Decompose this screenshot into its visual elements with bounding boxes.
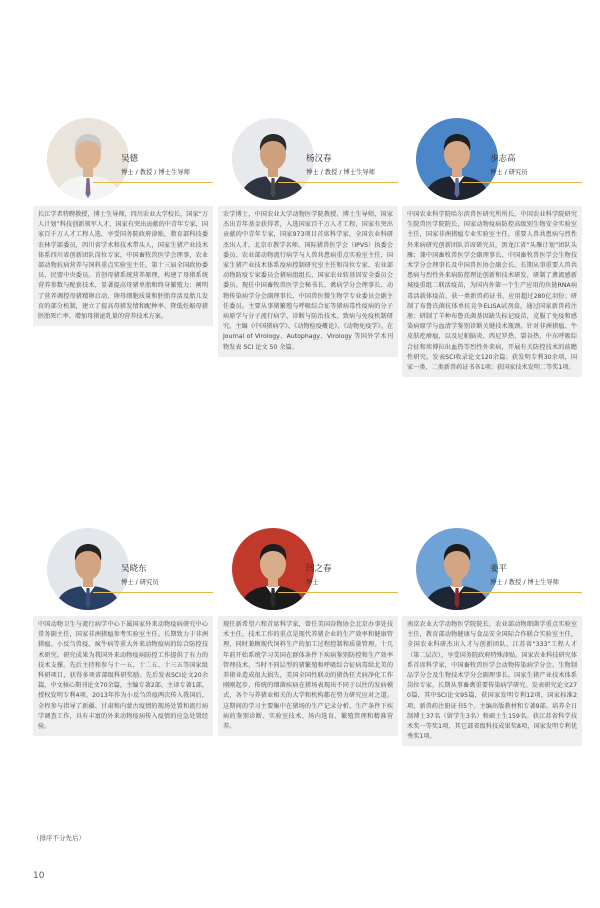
expert-title: 博士 [306,579,319,586]
gold-divider [278,592,398,593]
expert-bio: 中国农业科学院哈尔滨兽医研究所所长，中国农业科学院研究生院兽医学院院长，国家动物疫病防控高级别生物安全实验室主任，国家非洲猪瘟专业实验室主任，重要人兽共患病与烈性外来病研究创新团队首席研究员，黑龙江省“头雁计划”团队头雁；兼中国畜牧兽医学会副理事长、中国畜牧兽医学会生物技术学分会理事长及中国兽医协会副会长。长期从事重要人兽共患病与烈性外来病防控理论创新和技术研发，研制了禽流感新城疫重组二联活疫苗，为国内外第一个生产应用的负链RNA病毒活载体疫苗，获一类新兽药证书，应用超过280亿羽份；研制了布鲁氏菌抗体单抗竞争ELISA试剂盒，通过国家新兽药注册；研制了羊种布鲁氏菌基因缺失标记疫苗，克服了免疫和感染病原学与血清学鉴别诊断关键技术瓶颈。针对非洲猪瘟、牛皮肤疙瘩瘟，以及尼帕脑炎、西尼罗热、裂谷热、中东呼吸综合征和埃博拉出血热等烈性外来病，开展有关防控技术的前瞻性研究。发表SCI收录论文120余篇；获发明专利30余项，国家一类、二类新兽药证书各1项；获国家技术发明二等奖1项。 [402,206,582,377]
expert-name: 闫之春 [306,564,332,574]
gold-divider [93,592,213,593]
expert-name: 杨汉春 [306,154,332,164]
expert-bio: 现任新希望六和首席科学家，曾任美国谷物协会北京办事处技术主任，技术工作的重点是现代养猪企业的生产效率和健康管理，同时兼顾现代饲料生产的加工过程控制和质量管理。十几年前开始系统学习美国在群体条件下疾病鉴别防控和生产效率管理技术，当时不同层型的猪繁殖和呼吸综合征病毒给北美的养猪业造成很大损失，美国全国性联动的猪伪狂犬病净化工作刚刚起步，传统的细菌疾病在猪场表现出不同于以往的发病模式，各个与养猪业相关的大学和机构都在努力研究应对之道。这期间的学习主要集中在猪场的生产记录分析、生产条件下疾病的鉴别诊断、实验室技术、场内选育、繁殖管理和精准营养。 [218,616,398,736]
ordering-note: （排序不分先后） [33,834,85,842]
expert-bio: 农学博士，中国农业大学动物医学院教授、博士生导师，国家杰出青年基金获得者，入选国家百千万人才工程，国家有突出贡献的中青年专家，国家973项目首席科学家，全国农业科研杰出人才，北京市教学名师。国际猪兽医学会（IPVS）执委会委员、农业部动物流行病学与人兽共患病重点实验室主任、国家生猪产业技术体系疫病控制研究室主任和岗位专家、农业部动物防疫专家委员会猪病组组长、国家农业转基因安全委员会委员。现任中国畜牧兽医学会秘书长、禽病学分会理事长、动物传染病学分会副理事长、中国兽医微生物学专业委员会副主任委员。主要从事猪繁殖与呼吸综合征等猪病毒性疫病的分子病原学与分子流行病学、诊断与防治技术、致病与免疫机制研究。主编《中国猪病学》、《动物检疫概论》、《动物免疫学》。在 Journal of Virology、Autophagy、Virology 等国外学术刊物发表 SCI 论文 50 余篇。 [218,206,398,357]
expert-name: 吴德 [121,154,139,164]
expert-portrait [47,118,129,200]
expert-name: 姜平 [490,564,508,574]
expert-portrait [416,118,498,200]
expert-portrait [416,528,498,610]
gold-divider [462,592,582,593]
gold-divider [462,182,582,183]
expert-title: 博士 / 教授 / 博士生导师 [121,169,190,176]
expert-title: 博士 / 教授 / 博士生导师 [490,579,559,586]
expert-portrait [232,528,314,610]
expert-portrait [47,528,129,610]
expert-name: 步志高 [490,154,516,164]
expert-bio: 南京农业大学动物医学院院长，农业部动物细菌学重点实验室主任，教育部动物健康与食品安全国际合作联合实验室主任，全国农业科研杰出人才与创新团队，江苏省“333”工程人才（第二层次），享受国务院政府特殊津贴。国家农业科技研究体系首席科学家，中国畜牧兽医学会动物传染病学分会、生物制品学分会及生物技术学分会副理事长。国家生猪产业技术体系岗位专家，长期从事畜禽重要传染病学研究。发表研究论文270篇，其中SCI论文95篇，获国家发明专利12项，国家标准2项，新兽药注册证书5个。主编出版教材和专著9部。培养全日制博士37名（留学生3名）和硕士生159名。获江苏省科学技术奖一等奖1项，其它部省级科技成果奖8项，国家发明专利优秀奖1项。 [402,616,582,746]
gold-divider [278,182,398,183]
expert-title: 博士 / 教授 / 博士生导师 [306,169,375,176]
expert-name: 吴晓东 [121,564,147,574]
expert-portrait [232,118,314,200]
expert-title: 博士 / 研究员 [490,169,528,176]
expert-bio: 中国动物卫生与流行病学中心下属国家外来动物疫病研究中心常务副主任，国家非洲猪瘟参考实验室主任。长期致力于非洲猪瘟、小反刍兽疫、疯牛病等重大外来动物疫病的综合防控技术研究。研究成果为我国外来动物疫病防控工作提供了有力的技术支撑。先后主持和参与十一五、十二五、十三五等国家级科研项目，获得多项省部级科研奖励。先后发表SCI论文20余篇、中文核心期刊论文70余篇，主编专著2部、主译专著1部，授权发明专利4项。2013年作为小反刍兽疫两次传入我国后，全程参与指导了新疆、甘肃和内蒙古疫情的现场处置和流行病学调查工作，具有丰富的外来动物疫病传入疫情的应急处置经验。 [33,616,213,736]
page-number: 10 [33,871,45,881]
expert-title: 博士 / 研究员 [121,579,159,586]
expert-bio: 长江学者特聘教授，博士生导师，四川农业大学校长，国家“万人计划”科技创新领军人才，国家有突出贡献的中青年专家，国家百千万人才工程人选，享受国务院政府津贴，教育部科技委农林学部委员，四川省学术和技术带头人，国家生猪产业技术体系四川省创新团队岗位专家，中国畜牧兽医学会理事，农业部动物抗病营养与饲料重点实验室主任，第十三届全国政协委员、民盟中央委员。首创母猪系统营养原理，构建了母猪系统营养参数与配套技术，显著提高母猪单胎和终身繁殖力；阐明了营养调控母猪精卵启动、卵母细胞质量和胚胎存活及胎儿发育的部分机制，建立了提高母猪发情和配种率、降低妊娠母猪胚胎死亡率、增加母猪泌乳量的营养技术方案。 [33,206,213,326]
gold-divider [93,182,213,183]
